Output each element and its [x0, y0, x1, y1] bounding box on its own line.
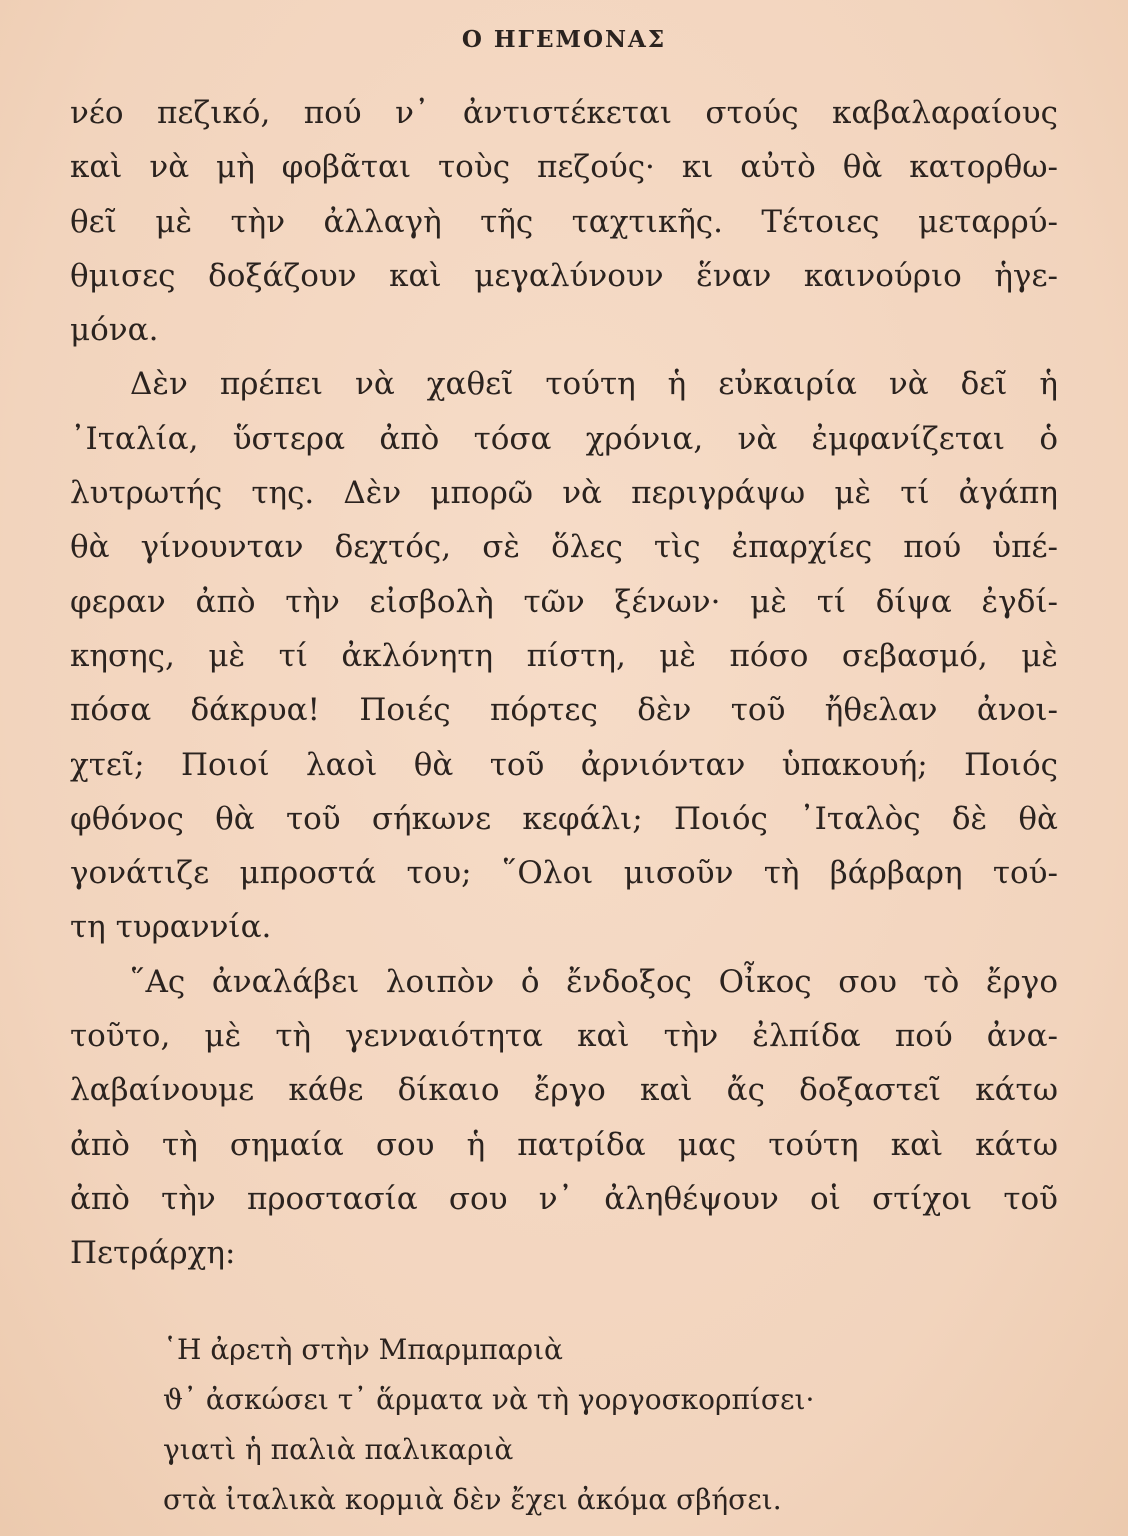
text-line: λαβαίνουμε κάθε δίκαιο ἔργο καὶ ἄς δοξαστεῖ κάτω	[70, 1072, 1058, 1109]
text-line: τη τυραννία.	[70, 909, 272, 946]
text-line: μόνα.	[70, 312, 159, 349]
text-line: γονάτιζε μπροστά του; ῞Ολοι μισοῦν τὴ βάρβαρη τού-	[70, 855, 1058, 892]
text-line: νέο πεζικό, πού ν᾽ ἀντιστέκεται στούς καβαλαραίους	[70, 95, 1058, 131]
text-line: κησης, μὲ τί ἀκλόνητη πίστη, μὲ πόσο σεβασμό, μὲ	[70, 637, 1058, 674]
text-line: θεῖ μὲ τὴν ἀλλαγὴ τῆς ταχτικῆς. Τέτοιες μεταρρύ-	[70, 203, 1058, 240]
text-line: ᾿Ιταλία, ὕστερα ἀπὸ τόσα χρόνια, νὰ ἐμφανίζεται ὁ	[70, 420, 1058, 457]
text-line: Πετράρχη:	[70, 1235, 236, 1272]
text-line: ἀπὸ τὴν προστασία σου ν᾽ ἀληθέψουν οἱ στίχοι τοῦ	[70, 1180, 1058, 1217]
paragraph-3	[70, 955, 1058, 1281]
text-line: χτεῖ; Ποιοί λαοὶ θὰ τοῦ ἀρνιόνταν ὑπακουή; Ποιός	[70, 746, 1058, 783]
text-line: θμισες δοξάζουν καὶ μεγαλύνουν ἕναν καινούριο ἡγε-	[70, 257, 1058, 294]
text-line: λυτρωτής της. Δὲν μπορῶ νὰ περιγράψω μὲ τί ἀγάπη	[70, 475, 1058, 512]
verse-quote	[163, 1325, 814, 1525]
text-line: τοῦτο, μὲ τὴ γενναιότητα καὶ τὴν ἐλπίδα πού ἀνα-	[70, 1018, 1058, 1055]
text-line: Δὲν πρέπει νὰ χαθεῖ τούτη ἡ εὐκαιρία νὰ δεῖ ἡ	[130, 366, 1058, 403]
text-line: θὰ γίνουνταν δεχτός, σὲ ὅλες τὶς ἐπαρχίες πού ὑπέ-	[70, 529, 1058, 566]
verse-line: γιατὶ ἡ παλιὰ παλικαριὰ	[163, 1433, 514, 1466]
paragraph-1	[70, 86, 1058, 357]
verse-line: ϑ᾽ ἀσκώσει τ᾽ ἅρματα νὰ τὴ γοργοσκορπίσει·	[163, 1383, 815, 1416]
paragraph-2	[70, 357, 1058, 954]
running-header: Ο ΗΓΕΜΟΝΑΣ	[461, 26, 667, 53]
text-line: πόσα δάκρυα! Ποιές πόρτες δὲν τοῦ ἤθελαν ἀνοι-	[70, 692, 1058, 729]
verse-line: στὰ ἰταλικὰ κορμιὰ δὲν ἔχει ἀκόμα σβήσει.	[163, 1483, 782, 1516]
body-text	[70, 86, 1058, 1281]
text-line: καὶ νὰ μὴ φοβᾶται τοὺς πεζούς· κι αὐτὸ θὰ κατορθω-	[70, 149, 1058, 186]
text-line: ἀπὸ τὴ σημαία σου ἡ πατρίδα μας τούτη καὶ κάτω	[70, 1126, 1058, 1163]
verse-line: ῾Η ἀρετὴ στὴν Μπαρμπαριὰ	[163, 1333, 563, 1366]
text-line: φθόνος θὰ τοῦ σήκωνε κεφάλι; Ποιός ᾿Ιταλὸς δὲ θὰ	[70, 800, 1058, 837]
text-line: ῞Ας ἀναλάβει λοιπὸν ὁ ἔνδοξος Οἶκος σου τὸ ἔργο	[130, 963, 1058, 1000]
text-line: φεραν ἀπὸ τὴν εἰσβολὴ τῶν ξένων· μὲ τί δίψα ἐγδί-	[70, 583, 1058, 620]
